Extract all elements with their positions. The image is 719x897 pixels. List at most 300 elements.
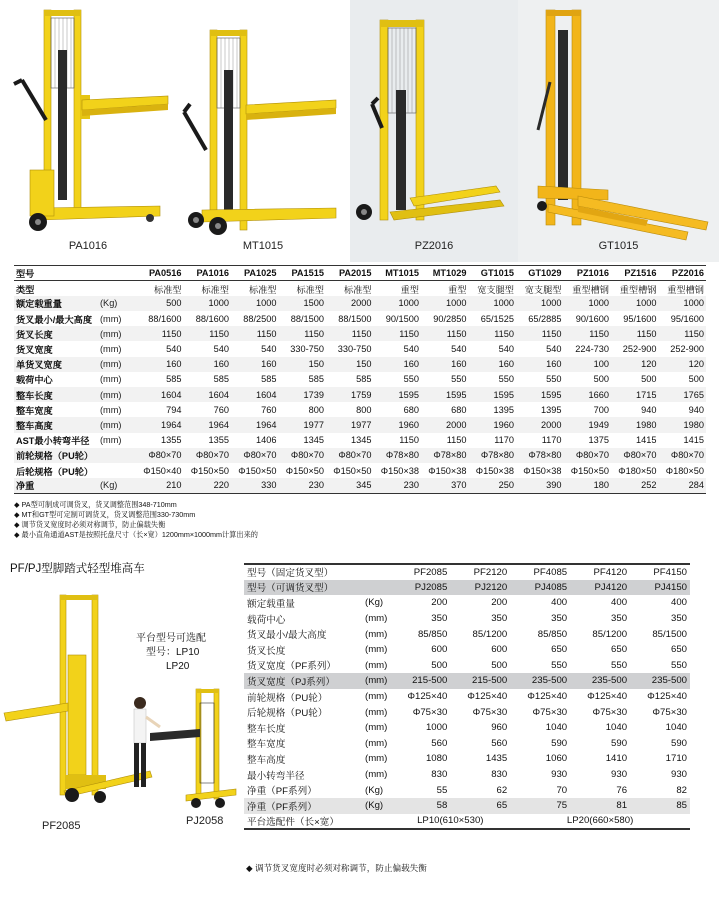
- table-cell: 宽支腿型: [477, 284, 514, 295]
- table-cell: 1000: [564, 296, 612, 311]
- row-unit: (mm): [365, 769, 388, 781]
- row-unit: (mm): [100, 404, 122, 415]
- row-label: 后轮规格（PU轮）: [247, 708, 328, 720]
- table-cell: 760: [261, 404, 277, 415]
- table-body: [244, 564, 690, 829]
- model-header: PF4120: [570, 564, 630, 580]
- row-unit: (mm): [365, 644, 388, 656]
- table-cell: 585: [213, 374, 229, 385]
- table-cell: 150: [326, 357, 374, 372]
- table-cell: 1395: [541, 404, 562, 415]
- table-cell: 284: [659, 478, 707, 493]
- model-header: GT1015: [469, 266, 517, 281]
- table-row: [14, 417, 706, 432]
- table-cell: 1000: [469, 296, 517, 311]
- table-body: [14, 281, 706, 494]
- table-cell: 85/1200: [592, 628, 628, 640]
- table-cell: 1964: [184, 417, 232, 432]
- table-cell: 1410: [605, 753, 628, 765]
- table-cell: 230: [279, 478, 327, 493]
- table-cell: 930: [611, 769, 628, 781]
- table-cell: 1000: [374, 296, 422, 311]
- row-unit: (Kg): [365, 784, 384, 796]
- table-cell: 500: [136, 296, 184, 311]
- row-label: 净重: [14, 478, 98, 493]
- table-cell: Φ125×40: [647, 691, 687, 703]
- model-header: MT1029: [421, 266, 469, 281]
- table-cell: 560: [491, 737, 508, 749]
- table-cell: 重型: [400, 284, 419, 295]
- model-header: PZ1516: [611, 266, 659, 281]
- table-cell: 1949: [564, 417, 612, 432]
- table-cell: 800: [308, 404, 324, 415]
- row-label: 整车高度: [14, 417, 98, 432]
- table-cell: Φ150×50: [190, 465, 229, 476]
- table-cell: 重型槽钢: [619, 284, 657, 295]
- table-cell: 1604: [231, 387, 279, 402]
- table-cell: 1040: [605, 722, 628, 734]
- photo-caption-pa1016: PA1016: [68, 240, 108, 252]
- table-cell: 65/1525: [480, 313, 514, 324]
- table-cell: 345: [326, 478, 374, 493]
- table-cell: 1150: [231, 326, 279, 341]
- row-unit: (mm): [98, 326, 136, 341]
- platform-option-right: LP20(660×580): [510, 814, 690, 830]
- row-unit: (mm): [98, 387, 136, 402]
- row-unit: (Kg): [98, 478, 136, 493]
- model-header: PJ2120: [450, 580, 510, 596]
- table-cell: Φ150×38: [380, 465, 419, 476]
- table-cell: 1170: [494, 435, 514, 446]
- table-cell: Φ75×30: [532, 706, 568, 718]
- table-cell: 85/850: [537, 628, 568, 640]
- table-row: [244, 611, 690, 627]
- table-cell: 1415: [683, 435, 704, 446]
- table-cell: 330: [231, 478, 279, 493]
- table-cell: 1759: [326, 387, 374, 402]
- row-label: 额定载重量: [14, 296, 98, 311]
- row-label: 整车长度: [247, 723, 286, 735]
- table-cell: Φ150×50: [570, 465, 609, 476]
- table-cell: 250: [469, 478, 517, 493]
- row-unit: (mm): [365, 691, 388, 703]
- model-header: PF2085: [390, 564, 450, 580]
- table-cell: 76: [616, 784, 628, 796]
- table-cell: 550: [551, 659, 568, 671]
- table-cell: 1500: [279, 296, 327, 311]
- model-header: GT1029: [516, 266, 564, 281]
- row-unit: (mm): [100, 435, 122, 446]
- table-cell: 1604: [184, 387, 232, 402]
- table-cell: 540: [498, 344, 514, 355]
- table-row: [14, 341, 706, 356]
- table-cell: 2000: [421, 417, 469, 432]
- table-row: [14, 387, 706, 402]
- table-cell: 1150: [446, 435, 467, 446]
- table-cell: 1406: [256, 435, 277, 446]
- table-cell: 1150: [184, 326, 232, 341]
- table-cell: 350: [670, 613, 687, 625]
- table-cell: 590: [670, 737, 687, 749]
- table-cell: Φ180×50: [665, 465, 704, 476]
- table-cell: Φ150×38: [475, 465, 514, 476]
- product-photo-mt1015: [176, 0, 350, 262]
- table-cell: 540: [213, 344, 229, 355]
- table-cell: 150: [279, 357, 327, 372]
- table-cell: Φ78×80: [469, 448, 517, 463]
- table-cell: 930: [551, 769, 568, 781]
- table-cell: 1150: [611, 326, 659, 341]
- row-label: 类型: [16, 284, 35, 295]
- photo-caption-mt1015: MT1015: [242, 240, 284, 252]
- table-cell: 550: [403, 374, 419, 385]
- table-cell: 1355: [161, 435, 182, 446]
- model-header: PZ2016: [659, 266, 707, 281]
- model-header: PF2120: [450, 564, 510, 580]
- table-cell: 1977: [326, 417, 374, 432]
- pf-pj-spec-table: [244, 563, 690, 830]
- table-cell: 1960: [469, 417, 517, 432]
- table-cell: 标准型: [343, 284, 372, 295]
- table-cell: 1150: [374, 326, 422, 341]
- table-cell: 200: [431, 597, 448, 609]
- model-header: PA0516: [136, 266, 184, 281]
- row-unit: (mm): [98, 417, 136, 432]
- platform-row: [244, 814, 690, 830]
- table-cell: 88/1600: [148, 313, 182, 324]
- table-cell: 120: [659, 357, 707, 372]
- table-cell: 1150: [469, 326, 517, 341]
- table-cell: 500: [593, 374, 609, 385]
- row-label: 后轮规格（PU轮）: [16, 466, 94, 477]
- table-cell: 160: [516, 357, 564, 372]
- row-unit: (mm): [365, 613, 388, 625]
- table-cell: 160: [469, 357, 517, 372]
- table-cell: 650: [611, 644, 628, 656]
- table-cell: 1000: [611, 296, 659, 311]
- table-cell: 540: [403, 344, 419, 355]
- table-cell: Φ150×38: [428, 465, 467, 476]
- table-cell: 550: [670, 659, 687, 671]
- table-cell: 252-900: [622, 344, 657, 355]
- row-unit: (mm): [98, 357, 136, 372]
- table-cell: 1150: [564, 326, 612, 341]
- table-cell: 1595: [421, 387, 469, 402]
- table-cell: 55: [436, 784, 448, 796]
- table-row: [14, 448, 706, 463]
- row-label: 前轮规格（PU轮）: [14, 448, 98, 463]
- row-unit: [98, 448, 136, 463]
- table-cell: 794: [166, 404, 182, 415]
- table-cell: 85/1200: [472, 628, 508, 640]
- table-cell: 2000: [326, 296, 374, 311]
- table-row: [14, 433, 706, 448]
- table-cell: 1964: [136, 417, 184, 432]
- table-cell: 1355: [208, 435, 229, 446]
- table-cell: 标准型: [248, 284, 277, 295]
- table-row: [244, 736, 690, 752]
- table-cell: 550: [451, 374, 467, 385]
- table-cell: 1375: [588, 435, 609, 446]
- model-header: PA1515: [279, 266, 327, 281]
- table-cell: 标准型: [153, 284, 182, 295]
- table-row: [244, 767, 690, 783]
- table-cell: 1000: [184, 296, 232, 311]
- section-title: PF/PJ型脚踏式轻型堆高车: [10, 563, 145, 575]
- row-unit: (Kg): [365, 597, 384, 609]
- table-row: [244, 798, 690, 814]
- table-cell: 550: [611, 659, 628, 671]
- table-cell: 350: [431, 613, 448, 625]
- table-cell: 1150: [279, 326, 327, 341]
- table-cell: 210: [136, 478, 184, 493]
- row-label: 整车宽度: [247, 739, 286, 751]
- row-label: 型号（固定货叉型）: [244, 564, 390, 580]
- table-cell: 95/1600: [623, 313, 657, 324]
- table-cell: 760: [213, 404, 229, 415]
- table-header-row: [14, 266, 706, 281]
- row-label: 整车宽度: [16, 405, 53, 416]
- table-cell: Φ125×40: [587, 691, 628, 703]
- table-cell: 88/2500: [243, 313, 277, 324]
- header-label: 型号: [14, 266, 98, 281]
- table-cell: 330-750: [290, 344, 324, 355]
- table-cell: 235-500: [510, 673, 570, 689]
- table-cell: 82: [676, 784, 687, 796]
- product-photo-pa1016: [0, 0, 176, 262]
- table-cell: Φ80×70: [136, 448, 184, 463]
- table-cell: Φ150×50: [333, 465, 372, 476]
- model-header-row: [244, 564, 690, 580]
- note-line: ◆ PA型可制成可调货叉，货叉调整范围348-710mm: [14, 500, 177, 509]
- table-cell: 90/1500: [385, 313, 419, 324]
- table-cell: Φ80×70: [659, 448, 707, 463]
- row-label: 货叉最小/最大高度: [16, 314, 93, 325]
- table-cell: 90/1600: [575, 313, 609, 324]
- table-cell: 1980: [659, 417, 707, 432]
- table-cell: 235-500: [570, 673, 630, 689]
- table-cell: 1715: [611, 387, 659, 402]
- table-cell: Φ80×70: [564, 448, 612, 463]
- table-cell: 标准型: [201, 284, 229, 295]
- table-cell: Φ75×30: [412, 706, 448, 718]
- row-label: 净重（PF系列）: [247, 786, 317, 798]
- table-cell: Φ80×70: [326, 448, 374, 463]
- table-cell: 2000: [516, 417, 564, 432]
- table-notes: [14, 500, 258, 540]
- table-cell: 1980: [611, 417, 659, 432]
- table-cell: 160: [184, 357, 232, 372]
- table-cell: 88/1500: [338, 313, 372, 324]
- table-cell: 800: [356, 404, 372, 415]
- table-cell: 1604: [136, 387, 184, 402]
- product-photo-strip: [0, 0, 719, 262]
- table-cell: 1150: [516, 326, 564, 341]
- table-cell: 65: [450, 798, 510, 814]
- table-cell: 370: [421, 478, 469, 493]
- table-cell: 1170: [541, 435, 562, 446]
- table-cell: 1040: [545, 722, 568, 734]
- table-cell: Φ125×40: [527, 691, 568, 703]
- model-header: PJ4085: [510, 580, 570, 596]
- stacker-spec-table: [14, 265, 706, 494]
- note-line: ◆ 调节货叉宽度时必须对称调节，防止偏载失衡: [14, 520, 166, 529]
- row-unit: (mm): [365, 722, 388, 734]
- table-row: [14, 372, 706, 387]
- model-header: PF4085: [510, 564, 570, 580]
- table-cell: 830: [431, 769, 448, 781]
- table-cell: 540: [166, 344, 182, 355]
- table-cell: 650: [670, 644, 687, 656]
- row-label: 最小转弯半径: [247, 770, 305, 782]
- table-cell: 标准型: [296, 284, 324, 295]
- table-cell: Φ75×30: [472, 706, 508, 718]
- table-cell: 650: [551, 644, 568, 656]
- table-cell: 1000: [516, 296, 564, 311]
- row-label: 整车长度: [14, 387, 98, 402]
- table-cell: 215-500: [390, 673, 450, 689]
- table-row: [244, 704, 690, 720]
- model-header: PF4150: [630, 564, 690, 580]
- table-cell: 590: [611, 737, 628, 749]
- model-header-row: [244, 580, 690, 596]
- model-header: PJ4150: [630, 580, 690, 596]
- table-cell: 585: [356, 374, 372, 385]
- table-cell: 重型: [448, 284, 467, 295]
- table-cell: Φ150×50: [238, 465, 277, 476]
- row-label: 载荷中心: [16, 375, 53, 386]
- table-cell: 252: [611, 478, 659, 493]
- table-cell: 600: [431, 644, 448, 656]
- table-cell: 1000: [421, 296, 469, 311]
- table-cell: 350: [611, 613, 628, 625]
- table-cell: 540: [546, 344, 562, 355]
- table-cell: 1150: [399, 435, 419, 446]
- table-cell: 560: [431, 737, 448, 749]
- row-label: 额定载重量: [247, 598, 295, 610]
- table-cell: 960: [491, 722, 508, 734]
- table-cell: 330-750: [337, 344, 372, 355]
- table-cell: 1765: [659, 387, 707, 402]
- table-cell: 1150: [136, 326, 184, 341]
- table-row: [14, 311, 706, 326]
- table-row: [244, 673, 690, 689]
- row-label: 货叉长度: [14, 326, 98, 341]
- note-line: ◆ MT和GT型可定制可调货叉，货叉调整范围330-730mm: [14, 510, 196, 519]
- table-cell: Φ125×40: [467, 691, 508, 703]
- model-header: PA2015: [326, 266, 374, 281]
- table-row: [244, 642, 690, 658]
- table-row: [244, 595, 690, 611]
- table-cell: 930: [670, 769, 687, 781]
- model-header: PZ1016: [564, 266, 612, 281]
- row-unit: (mm): [100, 313, 122, 324]
- table-cell: 500: [431, 659, 448, 671]
- table-cell: 85/850: [417, 628, 448, 640]
- table-cell: 1964: [231, 417, 279, 432]
- row-label: 货叉宽度: [16, 345, 53, 356]
- table-cell: 重型槽钢: [572, 284, 609, 295]
- table-cell: 1150: [421, 326, 469, 341]
- table-cell: Φ78×80: [516, 448, 564, 463]
- table-cell: 680: [403, 404, 419, 415]
- table-cell: Φ180×50: [618, 465, 657, 476]
- table-cell: 1595: [374, 387, 422, 402]
- table-row: [244, 689, 690, 705]
- note-line: ◆ 最小直角通道AST是按照托盘尺寸（长×宽）1200mm×1000mm计算出来的: [14, 530, 258, 539]
- table-cell: 1080: [425, 753, 448, 765]
- table-cell: Φ150×50: [285, 465, 324, 476]
- row-label: AST最小转弯半径: [16, 436, 90, 447]
- pf-pj-stacker-photo: [0, 585, 240, 825]
- table-cell: 180: [564, 478, 612, 493]
- table-cell: 500: [491, 659, 508, 671]
- row-unit: (mm): [365, 659, 388, 671]
- table-cell: 宽支腿型: [524, 284, 562, 295]
- model-header: MT1015: [374, 266, 422, 281]
- table-cell: 680: [451, 404, 467, 415]
- photo-caption-pj2058: PJ2058: [186, 815, 224, 827]
- row-label: 货叉宽度（PF系列）: [247, 661, 337, 673]
- table-row: [244, 658, 690, 674]
- table-cell: 1150: [659, 326, 707, 341]
- photo-caption-gt1015: GT1015: [598, 240, 639, 252]
- table-cell: Φ80×70: [279, 448, 327, 463]
- table-cell: 500: [688, 374, 704, 385]
- row-label: 货叉长度: [247, 645, 286, 657]
- table-cell: 700: [593, 404, 609, 415]
- photo-caption-pz2016: PZ2016: [414, 240, 454, 252]
- table-cell: 1345: [303, 435, 324, 446]
- table-cell: 540: [261, 344, 277, 355]
- platform-option-left: LP10(610×530): [390, 814, 510, 830]
- model-header: PA1025: [231, 266, 279, 281]
- row-label: 净重（PF系列）: [244, 798, 362, 814]
- table-cell: 1710: [665, 753, 687, 765]
- table-cell: 75: [510, 798, 570, 814]
- product-photo-pz2016: [350, 0, 518, 262]
- row-label: 载荷中心: [247, 614, 286, 626]
- table-cell: 1739: [279, 387, 327, 402]
- row-unit: (mm): [362, 673, 390, 689]
- table-cell: 1977: [279, 417, 327, 432]
- table-cell: 940: [641, 404, 657, 415]
- row-unit: (mm): [100, 374, 122, 385]
- row-unit: (mm): [365, 753, 388, 765]
- row-label: 整车高度: [247, 754, 286, 766]
- model-header: PJ2085: [390, 580, 450, 596]
- table-cell: 160: [421, 357, 469, 372]
- table-cell: 100: [564, 357, 612, 372]
- row-label: 前轮规格（PU轮）: [247, 692, 328, 704]
- table2-note: ◆ 调节货叉宽度时必须对称调节，防止偏载失衡: [246, 863, 427, 873]
- table-cell: 1000: [659, 296, 707, 311]
- photo-caption-pf2085: PF2085: [42, 820, 81, 832]
- table-cell: 重型槽钢: [667, 284, 704, 295]
- table-row: [14, 326, 706, 341]
- table-cell: 220: [184, 478, 232, 493]
- table-cell: 590: [551, 737, 568, 749]
- table-cell: 400: [670, 597, 687, 609]
- table-row: [14, 357, 706, 372]
- row-unit: (mm): [365, 628, 388, 640]
- table-cell: 160: [231, 357, 279, 372]
- option-line: 型号：LP10: [146, 647, 200, 658]
- table-cell: 1415: [636, 435, 657, 446]
- table-cell: 390: [516, 478, 564, 493]
- table-cell: 81: [570, 798, 630, 814]
- table-cell: 1660: [564, 387, 612, 402]
